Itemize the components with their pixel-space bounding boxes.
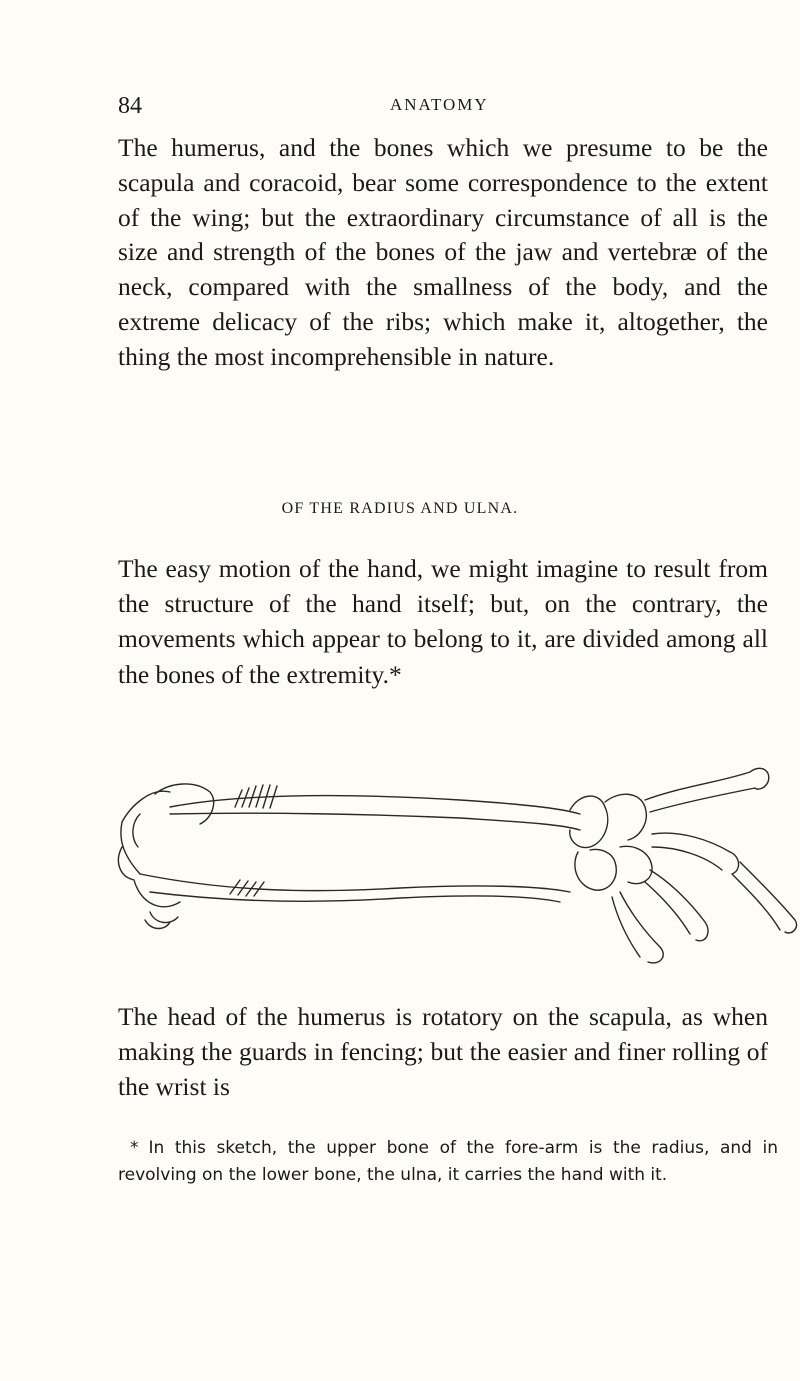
radius-ulna-illustration — [100, 752, 800, 977]
running-head: ANATOMY — [390, 95, 489, 114]
section-heading: OF THE RADIUS AND ULNA. — [281, 500, 519, 517]
olecranon — [145, 912, 178, 929]
wrist-bones — [570, 794, 652, 890]
paragraph-hand-motion: The easy motion of the hand, we might imagine to result from the structure of the hand itself; but, on the contrary, the movements which appear to belong to it, are divided among all the bones of the extremity.* — [118, 554, 768, 689]
footnote-marker: * — [130, 1138, 139, 1158]
paragraph-humerus-wing: The humerus, and the bones which we presume to be the scapula and coracoid, bear some correspondence to the extent of the wing; but the extraordinary circumstance of all is the size and strength of the bones of the jaw and vertebræ of the neck, compared with the smallness of the body, and the extreme delicacy of the ribs; which make it, altogether, the thing the most incomprehensible in nature. — [118, 133, 768, 371]
radius-bone — [170, 796, 580, 830]
footnote — [118, 1135, 778, 1188]
bone-hatching — [230, 785, 277, 896]
hand-bones — [612, 768, 797, 963]
paragraph-humerus-rotation: The head of the humerus is rotatory on the scapula, as when making the guards in fencing; but the easier and finer rolling of the wrist is — [118, 1002, 768, 1102]
ulna-bone — [140, 874, 570, 902]
page-number: 84 — [118, 93, 142, 119]
footnote-text: In this sketch, the upper bone of the fore-arm is the radius, and in revolving on the lower bone, the ulna, it carries the hand with it. — [118, 1138, 778, 1185]
